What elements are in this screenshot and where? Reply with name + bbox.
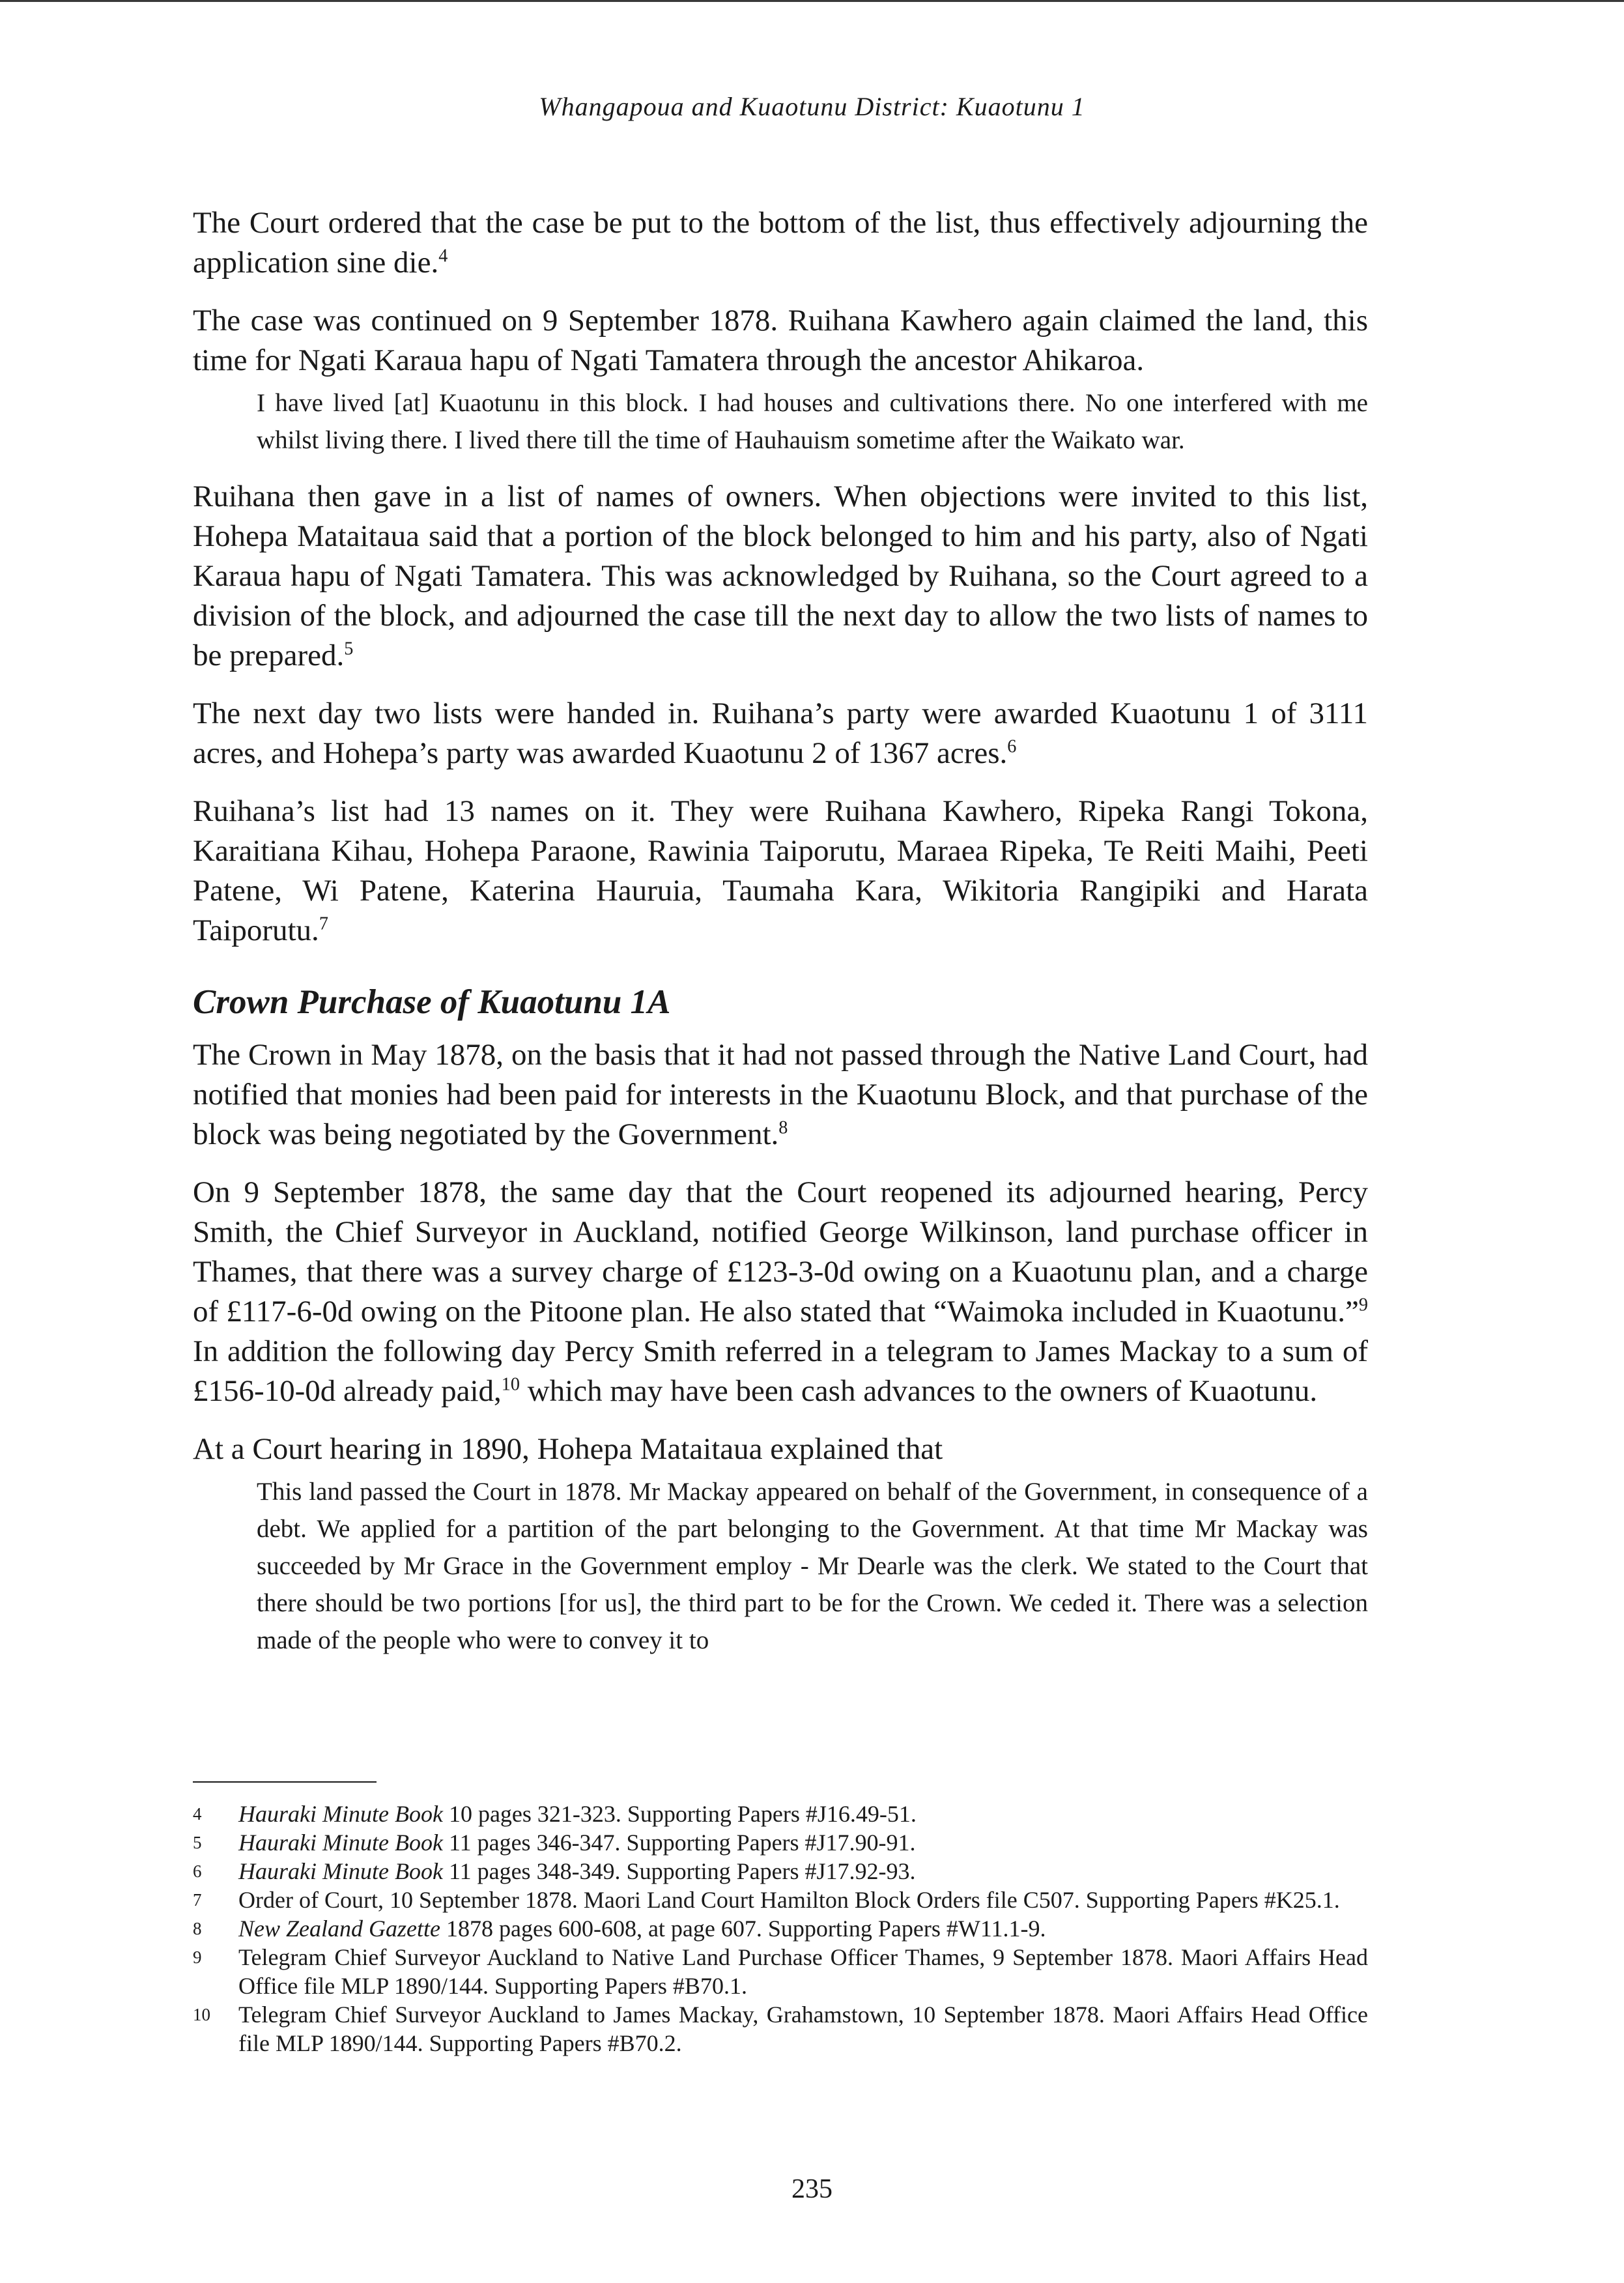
paragraph bbox=[193, 477, 1368, 676]
footnote bbox=[193, 1857, 1368, 1886]
footnote-ref[interactable]: 6 bbox=[1007, 736, 1017, 757]
source-title: New Zealand Gazette bbox=[238, 1916, 440, 1942]
paragraph bbox=[193, 1429, 1368, 1469]
footnote-detail: 11 pages 346-347. Supporting Papers #J17.90-91. bbox=[442, 1830, 916, 1856]
footnotes bbox=[193, 1800, 1368, 2058]
block-quote: I have lived [at] Kuaotunu in this block. I had houses and cultivations there. No one interfered with me whilst living there. I lived there till the time of Hauhauism sometime after the Waikato war. bbox=[257, 389, 1368, 454]
source-title: Hauraki Minute Book bbox=[238, 1858, 443, 1884]
footnote bbox=[193, 1914, 1368, 1943]
paragraph bbox=[193, 1035, 1368, 1155]
footnote bbox=[193, 1800, 1368, 1828]
paragraph bbox=[193, 694, 1368, 773]
footnote-detail: Telegram Chief Surveyor Auckland to Native Land Purchase Officer Thames, 9 September 1878. Maori Affairs Head Office file MLP 1890/144. Supporting Papers #B70.1. bbox=[238, 1944, 1368, 1999]
footnote-number: 6 bbox=[193, 1861, 202, 1881]
footnote-separator bbox=[193, 1781, 377, 1783]
footnote bbox=[193, 1943, 1368, 2000]
footnote-number: 10 bbox=[193, 2005, 210, 2024]
footnote-detail: 10 pages 321-323. Supporting Papers #J16.49-51. bbox=[442, 1801, 917, 1827]
section-heading: Crown Purchase of Kuaotunu 1A bbox=[193, 983, 671, 1021]
paragraph bbox=[193, 1173, 1368, 1411]
footnote-number: 5 bbox=[193, 1833, 202, 1852]
paragraph-text: At a Court hearing in 1890, Hohepa Mataitaua explained that bbox=[193, 1432, 943, 1466]
footnote-ref[interactable]: 5 bbox=[344, 639, 354, 659]
paragraph-text: Ruihana’s list had 13 names on it. They were Ruihana Kawhero, Ripeka Rangi Tokona, Karaitiana Kihau, Hohepa Paraone, Rawinia Taiporutu, Maraea Ripeka, Te Reiti Maihi, Peeti Patene, Wi Patene, Katerina Hauruia, Taumaha Kara, Wikitoria Rangipiki and Harata Taiporutu. bbox=[193, 794, 1368, 947]
footnote-text bbox=[238, 2000, 1368, 2058]
paragraph bbox=[193, 792, 1368, 951]
footnote bbox=[193, 1828, 1368, 1857]
paragraph-text: In addition the following day Percy Smith referred in a telegram to James Mackay to a sum of £156-10-0d already paid, bbox=[193, 1334, 1368, 1408]
footnote-ref[interactable]: 9 bbox=[1358, 1295, 1368, 1315]
footnote-text bbox=[238, 1800, 1368, 1828]
footnote-number: 7 bbox=[193, 1890, 202, 1910]
paragraph-text: The next day two lists were handed in. Ruihana’s party were awarded Kuaotunu 1 of 3111 acres, and Hohepa’s party was awarded Kuaotunu 2 of 1367 acres. bbox=[193, 696, 1368, 770]
body-text bbox=[193, 203, 1368, 1677]
paragraph-text: The case was continued on 9 September 1878. Ruihana Kawhero again claimed the land, this time for Ngati Karaua hapu of Ngati Tamatera through the ancestor Ahikaroa. bbox=[193, 304, 1368, 377]
footnote-text bbox=[238, 1914, 1368, 1943]
footnote-detail: Order of Court, 10 September 1878. Maori Land Court Hamilton Block Orders file C507. Supporting Papers #K25.1. bbox=[238, 1887, 1340, 1913]
top-border-line bbox=[0, 0, 1624, 2]
footnote-ref[interactable]: 4 bbox=[438, 246, 448, 266]
footnote-text bbox=[238, 1886, 1368, 1914]
paragraph-text: Ruihana then gave in a list of names of owners. When objections were invited to this list, Hohepa Mataitaua said that a portion of the block belonged to him and his party, also of Ngati Karaua hapu of Ngati Tamatera. This was acknowledged by Ruihana, so the Court agreed to a division of the block, and adjourned the case till the next day to allow the two lists of names to be prepared. bbox=[193, 480, 1368, 672]
source-title: Hauraki Minute Book bbox=[238, 1801, 443, 1827]
paragraph-text: On 9 September 1878, the same day that the Court reopened its adjourned hearing, Percy Smith, the Chief Surveyor in Auckland, notified George Wilkinson, land purchase officer in Thames, that there was a survey charge of £123-3-0d owing on a Kuaotunu plan, and a charge of £117-6-0d owing on the Pitoone plan. He also stated that “Waimoka included in Kuaotunu.” bbox=[193, 1175, 1368, 1328]
paragraph-text: The Crown in May 1878, on the basis that it had not passed through the Native Land Court, had notified that monies had been paid for interests in the Kuaotunu Block, and that purchase of the block was being negotiated by the Government. bbox=[193, 1038, 1368, 1151]
source-title: Hauraki Minute Book bbox=[238, 1830, 443, 1856]
footnote-text bbox=[238, 1828, 1368, 1857]
footnote bbox=[193, 2000, 1368, 2058]
footnote-number: 8 bbox=[193, 1919, 202, 1938]
footnote bbox=[193, 1886, 1368, 1914]
paragraph bbox=[193, 203, 1368, 283]
block-quote: This land passed the Court in 1878. Mr Mackay appeared on behalf of the Government, in consequence of a debt. We applied for a partition of the part belonging to the Government. At that time Mr Mackay was succeeded by Mr Grace in the Government employ - Mr Dearle was the clerk. We stated to the Court that there should be two portions [for us], the third part to be for the Crown. We ceded it. There was a selection made of the people who were to convey it to bbox=[257, 1478, 1368, 1654]
footnote-detail: 11 pages 348-349. Supporting Papers #J17.92-93. bbox=[442, 1858, 916, 1884]
footnote-ref[interactable]: 7 bbox=[319, 913, 328, 934]
footnote-text bbox=[238, 1943, 1368, 2000]
running-head: Whangapoua and Kuaotunu District: Kuaotunu 1 bbox=[539, 92, 1085, 121]
paragraph bbox=[193, 301, 1368, 380]
footnote-text bbox=[238, 1857, 1368, 1886]
footnote-detail: Telegram Chief Surveyor Auckland to James Mackay, Grahamstown, 10 September 1878. Maori Affairs Head Office file MLP 1890/144. Supporting Papers #B70.2. bbox=[238, 2002, 1368, 2056]
footnote-number: 9 bbox=[193, 1947, 202, 1967]
footnote-ref[interactable]: 10 bbox=[501, 1374, 520, 1395]
footnote-number: 4 bbox=[193, 1804, 202, 1824]
footnote-ref[interactable]: 8 bbox=[778, 1117, 788, 1138]
page-number: 235 bbox=[791, 2174, 833, 2204]
paragraph-text: which may have been cash advances to the owners of Kuaotunu. bbox=[519, 1374, 1318, 1408]
paragraph-text: The Court ordered that the case be put to the bottom of the list, thus effectively adjourning the application sine die. bbox=[193, 206, 1368, 280]
footnote-detail: 1878 pages 600-608, at page 607. Supporting Papers #W11.1-9. bbox=[440, 1916, 1046, 1942]
